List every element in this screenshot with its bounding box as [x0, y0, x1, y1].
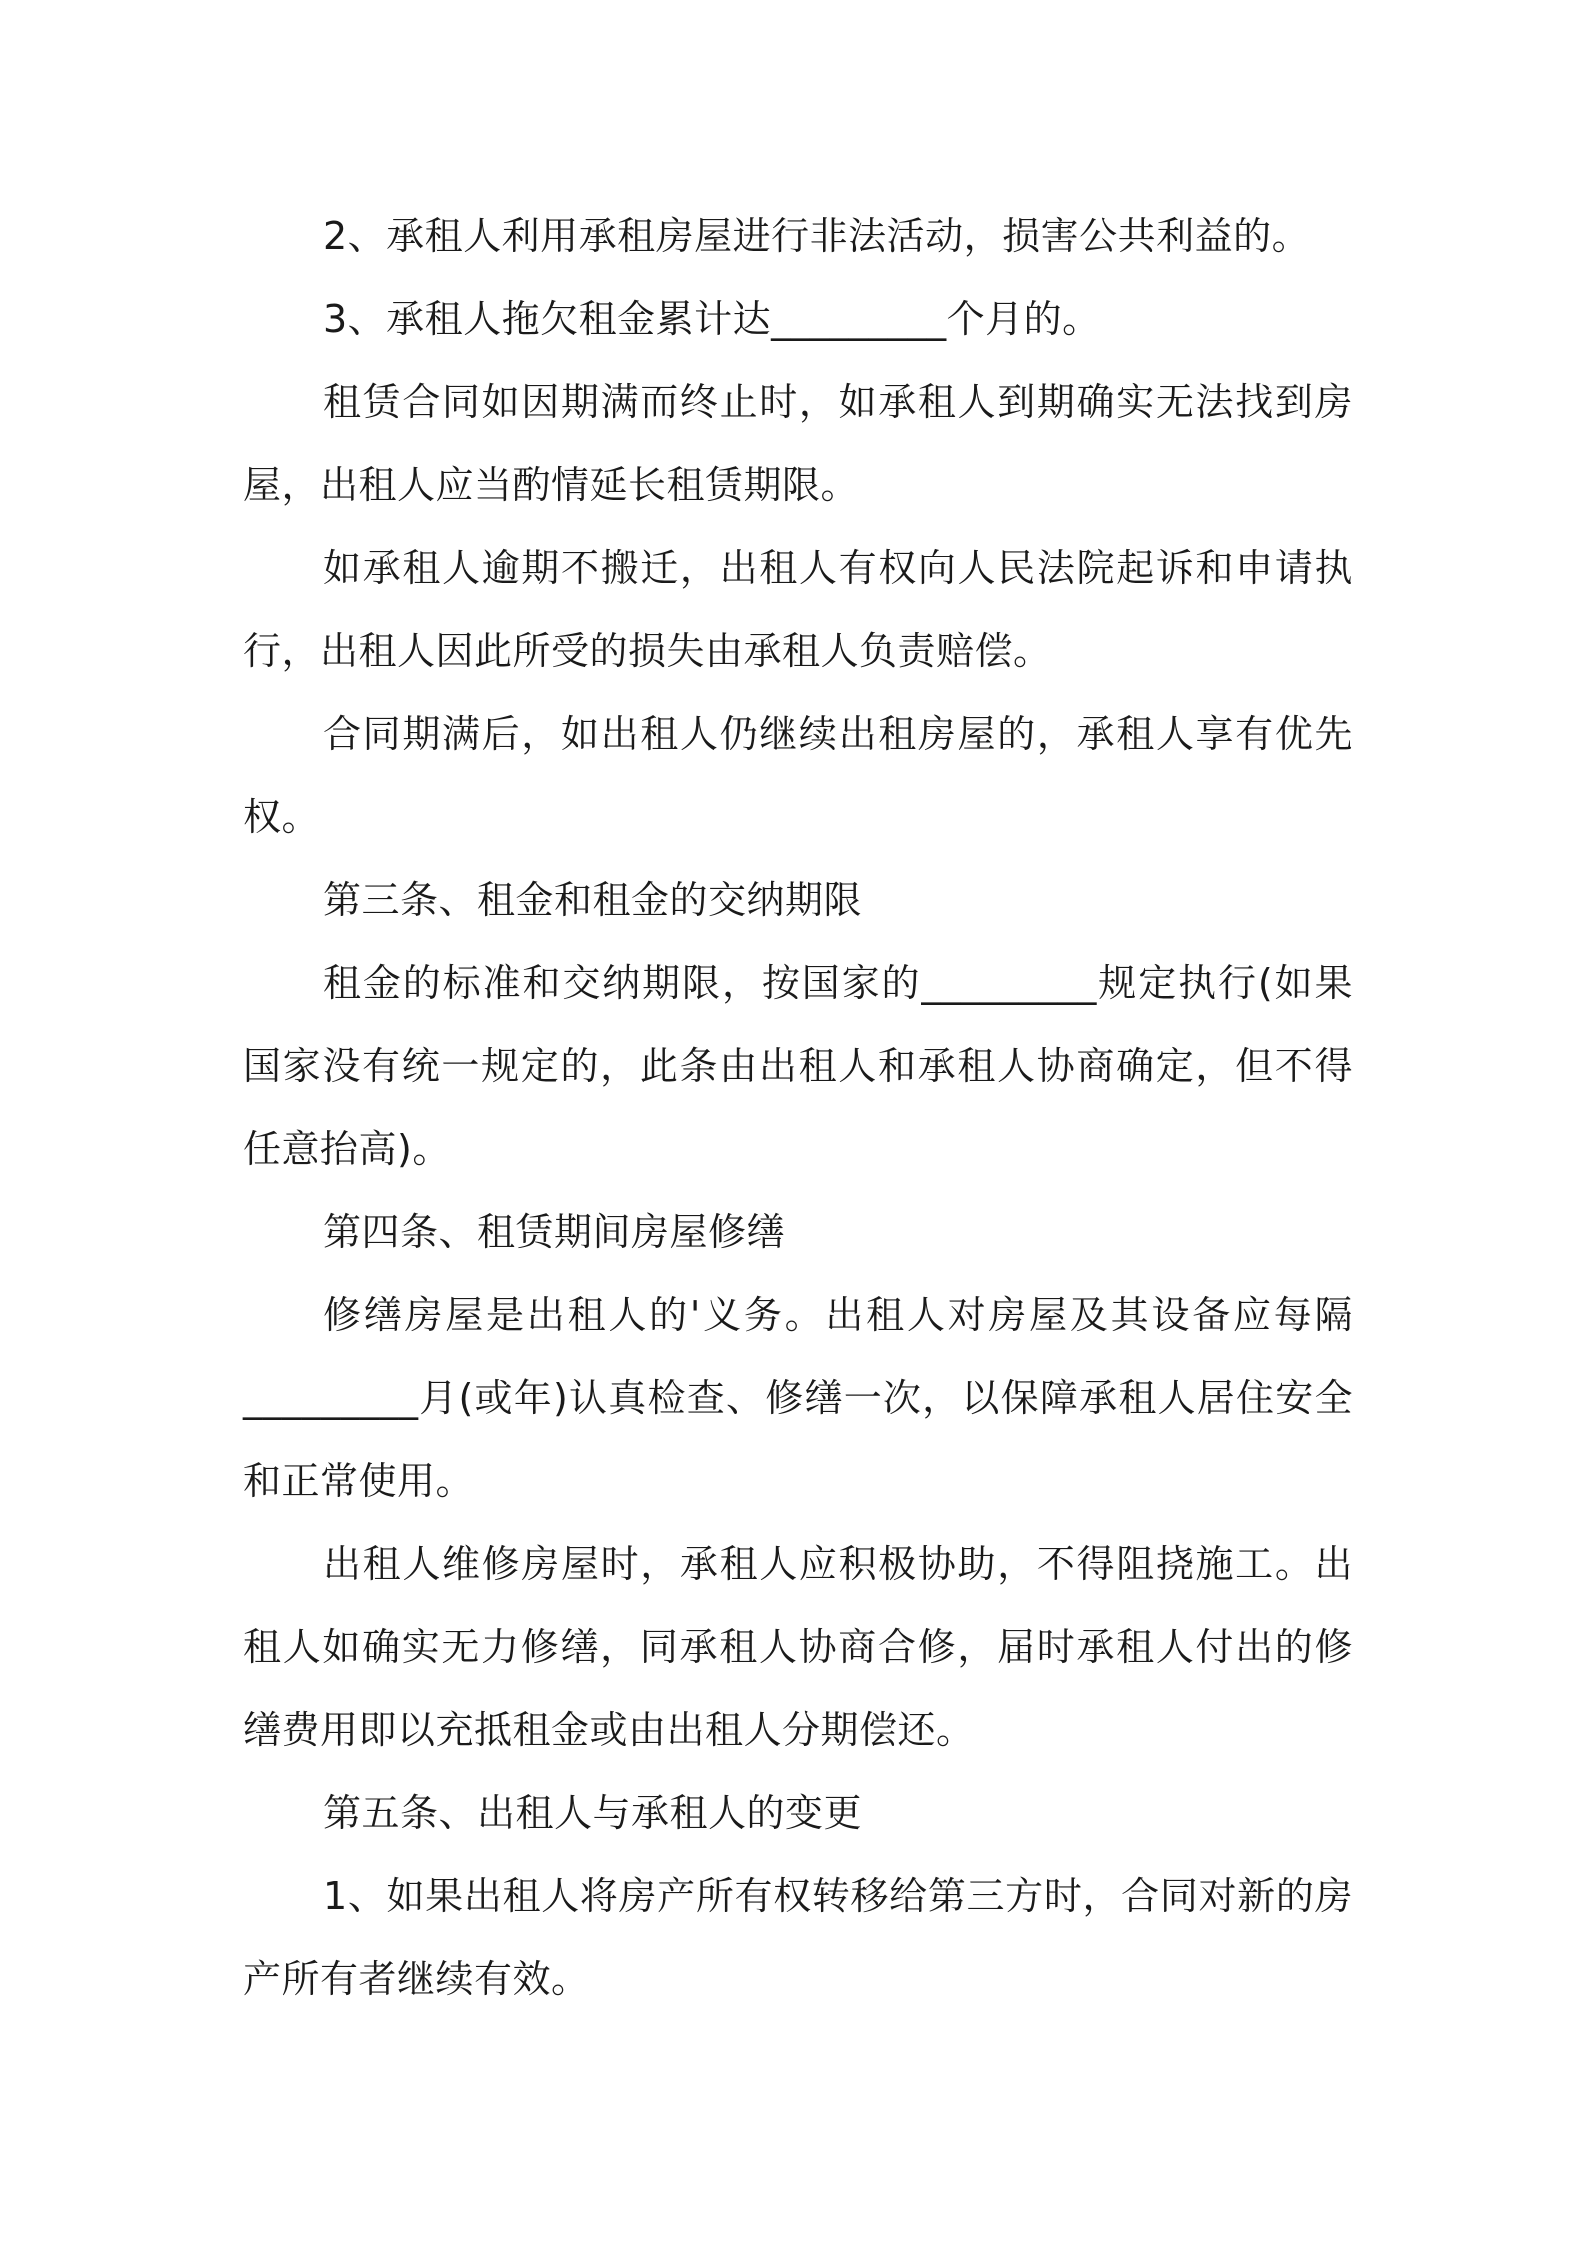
priority-right-paragraph: 合同期满后，如出租人仍继续出租房屋的，承租人享有优先权。 — [243, 712, 1353, 839]
clause-item-3: 3、承租人拖欠租金累计达_________个月的。 — [323, 297, 1101, 341]
rent-standard-paragraph: 租金的标准和交纳期限，按国家的_________规定执行(如果国家没有统一规定的，此条由出租人和承租人协商确定，但不得任意抬高)。 — [243, 961, 1353, 1171]
article-5-heading: 第五条、出租人与承租人的变更 — [323, 1791, 863, 1835]
clause-item-2: 2、承租人利用承租房屋进行非法活动，损害公共利益的。 — [323, 214, 1311, 258]
article-4-heading: 第四条、租赁期间房屋修缮 — [323, 1210, 786, 1254]
repair-cooperation-paragraph: 出租人维修房屋时，承租人应积极协助，不得阻挠施工。出租人如确实无力修缮，同承租人协商合修，届时承租人付出的修缮费用即以充抵租金或由出租人分期偿还。 — [243, 1542, 1353, 1752]
document-body — [243, 195, 1353, 2021]
repair-obligation-paragraph: 修缮房屋是出租人的'义务。出租人对房屋及其设备应每隔_________月(或年)认真检查、修缮一次，以保障承租人居住安全和正常使用。 — [243, 1293, 1353, 1503]
overdue-relocation-paragraph: 如承租人逾期不搬迁，出租人有权向人民法院起诉和申请执行，出租人因此所受的损失由承租人负责赔偿。 — [243, 546, 1353, 673]
article-3-heading: 第三条、租金和租金的交纳期限 — [323, 878, 863, 922]
ownership-transfer-paragraph: 1、如果出租人将房产所有权转移给第三方时，合同对新的房产所有者继续有效。 — [243, 1874, 1353, 2001]
lease-expiry-paragraph: 租赁合同如因期满而终止时，如承租人到期确实无法找到房屋，出租人应当酌情延长租赁期限。 — [243, 380, 1353, 507]
